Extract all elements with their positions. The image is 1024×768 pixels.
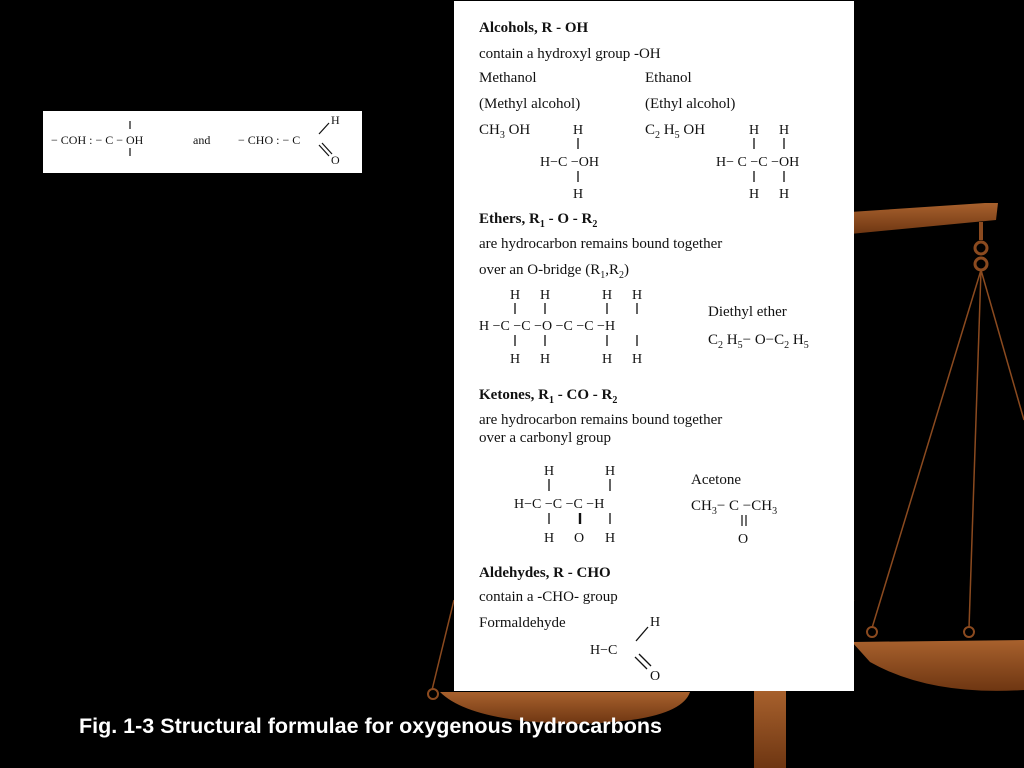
svg-text:H −C −C −O −C −C −H: H −C −C −O −C −C −H bbox=[479, 319, 616, 334]
diethyl-ether-name: Diethyl ether bbox=[708, 304, 787, 320]
svg-text:H: H bbox=[540, 288, 551, 303]
svg-text:H: H bbox=[605, 464, 616, 479]
ethers-description-line2: over an O-bridge $(R_1,R_2)$ bbox=[479, 262, 629, 281]
svg-text:H: H bbox=[510, 288, 521, 303]
ketones-description-line2: over a carbonyl group bbox=[479, 430, 612, 446]
methanol-formula: $CH_3$ OH bbox=[479, 122, 531, 141]
svg-text:H: H bbox=[602, 352, 613, 367]
svg-text:H: H bbox=[573, 187, 584, 202]
alcohols-heading: Alcohols, R - OH bbox=[479, 20, 589, 36]
svg-text:H−C −OH: H−C −OH bbox=[540, 155, 599, 170]
figure-caption: Fig. 1-3 Structural formulae for oxygenous hydrocarbons bbox=[79, 714, 662, 738]
acetone-structure bbox=[514, 464, 615, 546]
svg-text:H: H bbox=[650, 615, 661, 630]
svg-text:H: H bbox=[779, 187, 790, 202]
o-atom: O bbox=[331, 153, 340, 167]
svg-text:H: H bbox=[749, 123, 760, 138]
svg-text:H: H bbox=[510, 352, 521, 367]
svg-text:H: H bbox=[632, 288, 643, 303]
structural-formulae-drawing bbox=[454, 1, 854, 691]
svg-text:O: O bbox=[738, 532, 749, 547]
structural-formulae-sheet bbox=[454, 1, 854, 691]
svg-text:H: H bbox=[544, 531, 555, 546]
h-atom: H bbox=[331, 113, 340, 127]
ketones-description-line1: are hydrocarbon remains bound together bbox=[479, 412, 723, 428]
svg-text:H: H bbox=[544, 464, 555, 479]
svg-text:H−C: H−C bbox=[590, 643, 618, 658]
aldehydes-description: contain a -CHO- group bbox=[479, 589, 618, 605]
cho-formula: − CHO : − C bbox=[238, 133, 301, 147]
alcohols-description: contain a hydroxyl group -OH bbox=[479, 46, 661, 62]
acetone-formula bbox=[691, 498, 777, 547]
svg-text:O: O bbox=[574, 531, 585, 546]
coh-formula: − COH : − C − OH bbox=[51, 133, 144, 147]
svg-text:H: H bbox=[632, 352, 643, 367]
ethanol-structure bbox=[716, 123, 799, 202]
aldehydes-heading: Aldehydes, R - CHO bbox=[479, 565, 611, 581]
diethyl-ether-structure bbox=[479, 288, 642, 367]
methanol-structure bbox=[540, 123, 599, 202]
svg-text:H: H bbox=[749, 187, 760, 202]
svg-text:H: H bbox=[540, 352, 551, 367]
ethanol-name: Ethanol bbox=[645, 70, 692, 86]
ethanol-formula: $C_2$ $H_5$ OH bbox=[645, 122, 706, 141]
and-text: and bbox=[193, 133, 211, 147]
svg-text:C2 H5− O−C2 H5: $C_2$ $H_5- O-C_2$ $H_5$ bbox=[708, 332, 809, 351]
ethers-heading: Ethers, $R_1$ - O - $R_2$ bbox=[479, 211, 598, 230]
methanol-alt-name: (Methyl alcohol) bbox=[479, 96, 581, 112]
ketones-heading: Ketones, $R_1$ - CO - $R_2$ bbox=[479, 387, 618, 406]
svg-text:O: O bbox=[650, 669, 661, 684]
formaldehyde-structure bbox=[590, 615, 660, 684]
formaldehyde-name: Formaldehyde bbox=[479, 615, 566, 631]
ethers-description-line1: are hydrocarbon remains bound together bbox=[479, 236, 723, 252]
svg-text:H− C −C −OH: H− C −C −OH bbox=[716, 155, 800, 170]
coh-cho-formula-drawing bbox=[43, 111, 362, 173]
svg-text:H−C −C −C −H: H−C −C −C −H bbox=[514, 497, 605, 512]
svg-text:H: H bbox=[602, 288, 613, 303]
svg-text:H: H bbox=[605, 531, 616, 546]
svg-text:H: H bbox=[573, 123, 584, 138]
functional-group-comparison-panel bbox=[43, 111, 362, 173]
svg-text:H: H bbox=[779, 123, 790, 138]
diethyl-ether-formula bbox=[708, 332, 809, 351]
svg-text:CH3− C −CH3: $CH_3- C -CH_3$ bbox=[691, 498, 778, 517]
methanol-name: Methanol bbox=[479, 70, 537, 86]
acetone-name: Acetone bbox=[691, 472, 741, 488]
ethanol-alt-name: (Ethyl alcohol) bbox=[645, 96, 736, 112]
